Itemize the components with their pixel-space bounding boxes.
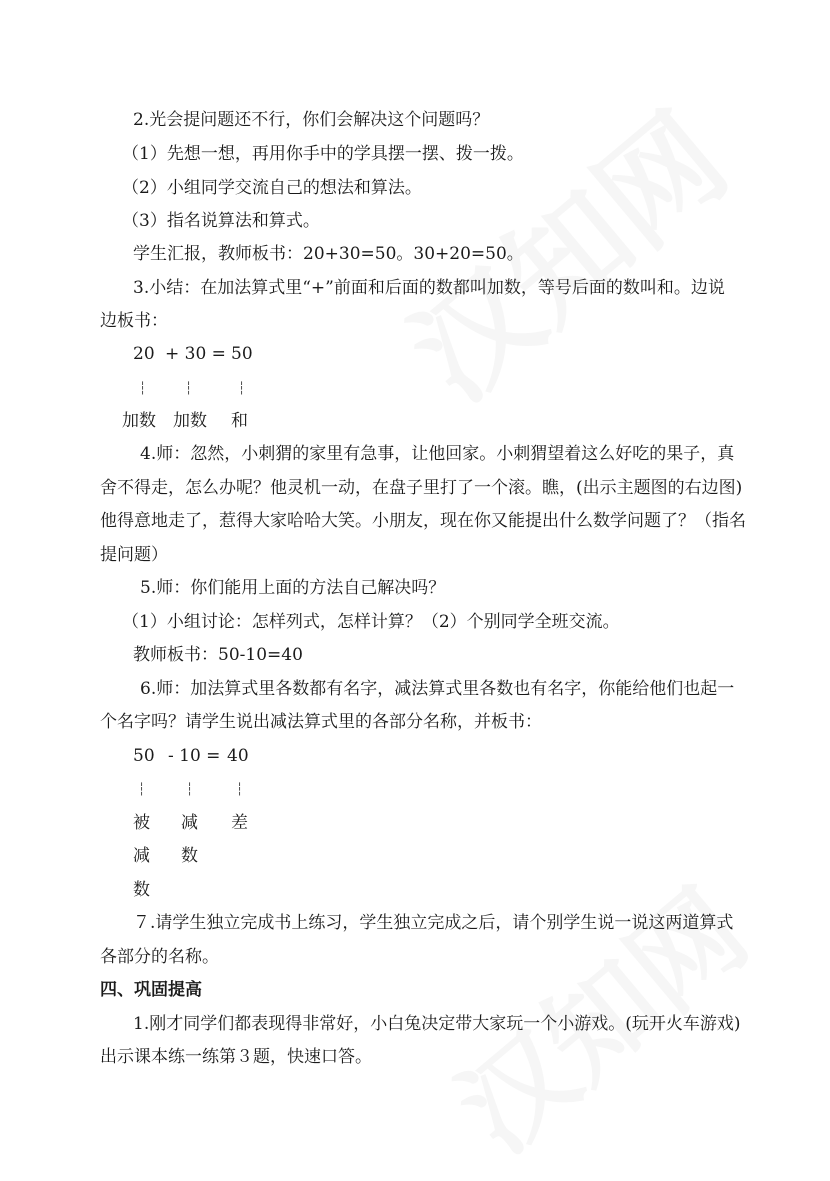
paragraph-line: （1）小组讨论：怎样列式，怎样计算？（2）个别同学全班交流。 (122, 612, 620, 632)
sum-value: 50 (231, 344, 253, 364)
paragraph-line: 各部分的名称。 (100, 947, 219, 967)
paragraph-line: 5.师：你们能用上面的方法自己解决吗？ (140, 578, 446, 598)
minuend-label: 减 (133, 846, 150, 866)
connector-dots: ┆ (238, 381, 246, 395)
section-heading: 四、巩固提高 (100, 980, 202, 1000)
paragraph-line: 6.师：加法算式里各数都有名字，减法算式里各数也有名字，你能给他们也起一 (140, 679, 735, 699)
difference-value: 40 (227, 746, 249, 766)
minuend-value: 50 (133, 746, 155, 766)
addend-label: 加数 (173, 411, 207, 431)
connector-dots: ┆ (139, 381, 147, 395)
minuend-label: 被 (133, 813, 150, 833)
connector-dots: ┆ (185, 381, 193, 395)
paragraph-line: 教师板书：50-10=40 (133, 645, 303, 665)
addition-operator: + 30 = (165, 344, 226, 364)
difference-label: 差 (231, 813, 248, 833)
paragraph-line: 舍不得走，怎么办呢？他灵机一动，在盘子里打了一个滚。瞧，(出示主题图的右边图) (100, 478, 743, 498)
connector-dots: ┆ (186, 782, 194, 796)
paragraph-line: 他得意地走了，惹得大家哈哈大笑。小朋友，现在你又能提出什么数学问题了？（指名 (100, 511, 746, 531)
subtrahend-label: 减 (181, 813, 198, 833)
paragraph-line: 出示课本练一练第３题，快速口答。 (100, 1047, 372, 1067)
paragraph-line: （1）先想一想，再用你手中的学具摆一摆、拨一拨。 (122, 144, 524, 164)
paragraph-line: （2）小组同学交流自己的想法和算法。 (122, 178, 422, 198)
paragraph-line: 边板书： (100, 311, 168, 331)
minuend-label: 数 (133, 880, 150, 900)
addend-1: 20 (133, 344, 155, 364)
subtrahend-label: 数 (181, 846, 198, 866)
paragraph-line: 4.师：忽然，小刺猬的家里有急事，让他回家。小刺猬望着这么好吃的果子，真 (140, 444, 735, 464)
addend-label: 加数 (122, 411, 156, 431)
paragraph-line: 2.光会提问题还不行，你们会解决这个问题吗？ (133, 110, 490, 130)
paragraph-line: 提问题） (100, 545, 168, 565)
subtraction-operator: - 10 = (168, 746, 221, 766)
paragraph-line: 1.刚才同学们都表现得非常好，小白兔决定带大家玩一个小游戏。(玩开火车游戏) (133, 1014, 741, 1034)
sum-label: 和 (231, 411, 248, 431)
connector-dots: ┆ (236, 782, 244, 796)
connector-dots: ┆ (138, 782, 146, 796)
paragraph-line: 个名字吗？请学生说出减法算式里的各部分名称，并板书： (100, 712, 542, 732)
paragraph-line: 3.小结：在加法算式里“+”前面和后面的数都叫加数，等号后面的数叫和。边说 (133, 278, 725, 298)
paragraph-line: （3）指名说算法和算式。 (122, 211, 320, 231)
paragraph-line: 学生汇报，教师板书：20+30=50。30+20=50。 (133, 244, 524, 264)
paragraph-line: ７.请学生独立完成书上练习，学生独立完成之后，请个别学生说一说这两道算式 (133, 913, 734, 933)
